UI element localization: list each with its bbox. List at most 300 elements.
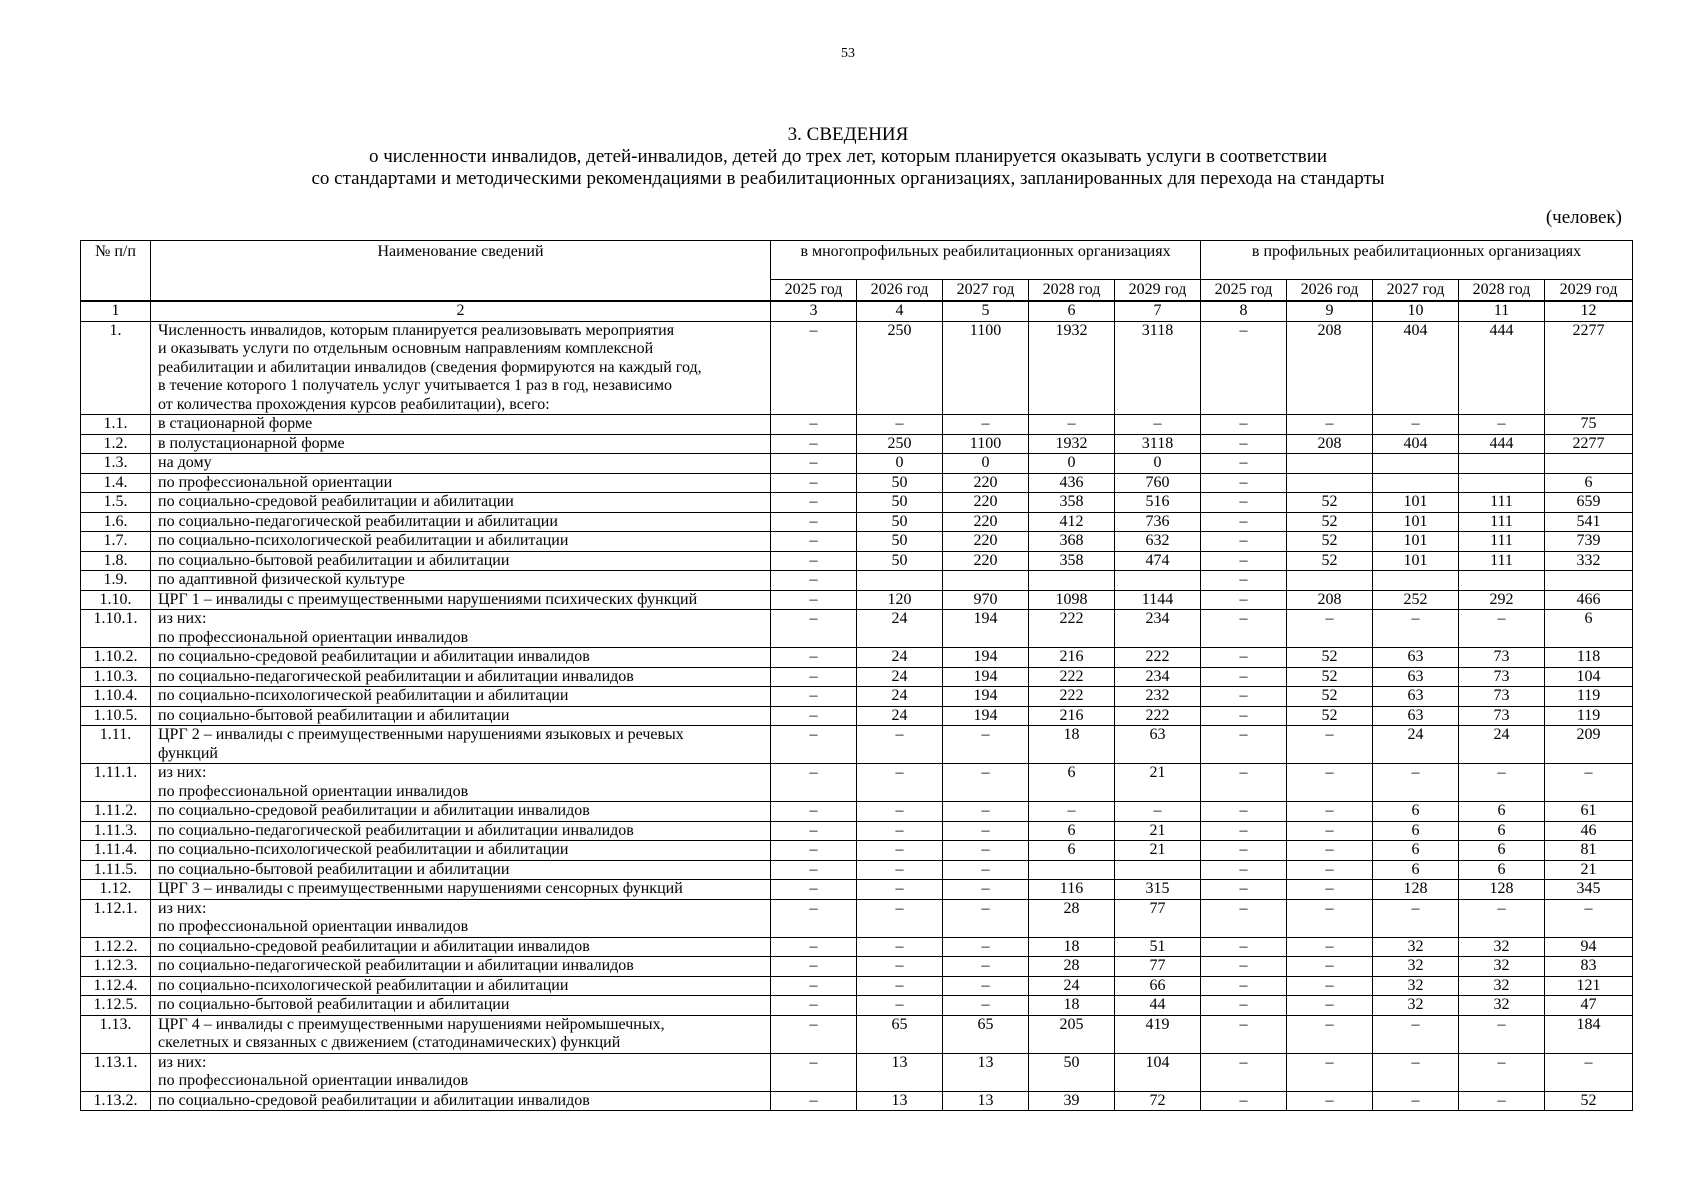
value-cell: – — [1287, 415, 1373, 435]
value-cell: 121 — [1545, 976, 1633, 996]
table-row — [81, 590, 1633, 610]
value-cell: 1932 — [1029, 321, 1115, 415]
row-number: 1.12.5. — [81, 996, 151, 1016]
value-cell: 632 — [1115, 532, 1201, 552]
value-cell: 444 — [1459, 321, 1545, 415]
row-name: по социально-психологической реабилитации и абилитации — [151, 687, 771, 707]
value-cell: 404 — [1373, 321, 1459, 415]
column-number: 3 — [771, 301, 857, 321]
value-cell: – — [857, 802, 943, 822]
value-cell: – — [771, 415, 857, 435]
table-row — [81, 1091, 1633, 1111]
value-cell: 32 — [1373, 976, 1459, 996]
value-cell: – — [771, 551, 857, 571]
row-number: 1.7. — [81, 532, 151, 552]
value-cell: – — [1287, 899, 1373, 937]
value-cell: – — [1201, 821, 1287, 841]
value-cell: 18 — [1029, 996, 1115, 1016]
row-name: по социально-педагогической реабилитации и абилитации инвалидов — [151, 821, 771, 841]
value-cell: 50 — [857, 512, 943, 532]
row-number: 1.10.2. — [81, 648, 151, 668]
value-cell: 6 — [1029, 764, 1115, 802]
value-cell: 32 — [1459, 976, 1545, 996]
row-name: ЦРГ 3 – инвалиды с преимущественными нарушениями сенсорных функций — [151, 880, 771, 900]
value-cell: 101 — [1373, 493, 1459, 513]
value-cell: 419 — [1115, 1015, 1201, 1053]
table-row — [81, 880, 1633, 900]
value-cell: 21 — [1115, 841, 1201, 861]
value-cell: – — [1201, 648, 1287, 668]
value-cell: 222 — [1115, 706, 1201, 726]
value-cell: 358 — [1029, 551, 1115, 571]
value-cell: – — [771, 648, 857, 668]
value-cell: 220 — [943, 493, 1029, 513]
value-cell: – — [857, 841, 943, 861]
value-cell: 21 — [1545, 860, 1633, 880]
row-name: по социально-бытовой реабилитации и абилитации — [151, 860, 771, 880]
table-row — [81, 1053, 1633, 1091]
value-cell: – — [1373, 1053, 1459, 1091]
column-number: 4 — [857, 301, 943, 321]
value-cell — [1373, 473, 1459, 493]
value-cell: 6 — [1373, 841, 1459, 861]
value-cell: 234 — [1115, 667, 1201, 687]
column-number: 12 — [1545, 301, 1633, 321]
value-cell: 104 — [1115, 1053, 1201, 1091]
column-number: 8 — [1201, 301, 1287, 321]
table-row — [81, 687, 1633, 707]
value-cell: 18 — [1029, 937, 1115, 957]
table-row — [81, 473, 1633, 493]
value-cell: 345 — [1545, 880, 1633, 900]
value-cell: 1098 — [1029, 590, 1115, 610]
value-cell: – — [1201, 976, 1287, 996]
value-cell: 24 — [1459, 726, 1545, 764]
table-row — [81, 532, 1633, 552]
header-name: Наименование сведений — [151, 241, 771, 302]
value-cell: 222 — [1029, 687, 1115, 707]
value-cell: 24 — [1373, 726, 1459, 764]
value-cell: – — [1459, 764, 1545, 802]
value-cell: 75 — [1545, 415, 1633, 435]
value-cell: 6 — [1545, 473, 1633, 493]
value-cell: 28 — [1029, 899, 1115, 937]
value-cell: 736 — [1115, 512, 1201, 532]
value-cell: 61 — [1545, 802, 1633, 822]
value-cell: 13 — [857, 1053, 943, 1091]
value-cell: 541 — [1545, 512, 1633, 532]
value-cell: 77 — [1115, 957, 1201, 977]
header-year: 2029 год — [1545, 280, 1633, 302]
value-cell: – — [1201, 802, 1287, 822]
value-cell: – — [1201, 937, 1287, 957]
value-cell: – — [771, 532, 857, 552]
value-cell: 760 — [1115, 473, 1201, 493]
value-cell: 21 — [1115, 764, 1201, 802]
value-cell: 119 — [1545, 706, 1633, 726]
value-cell: – — [1373, 764, 1459, 802]
table-row — [81, 899, 1633, 937]
value-cell: 104 — [1545, 667, 1633, 687]
value-cell — [1459, 454, 1545, 474]
value-cell: 116 — [1029, 880, 1115, 900]
value-cell: 52 — [1287, 648, 1373, 668]
value-cell: 101 — [1373, 512, 1459, 532]
value-cell: 32 — [1459, 937, 1545, 957]
value-cell: – — [771, 957, 857, 977]
value-cell: – — [1201, 764, 1287, 802]
value-cell: – — [857, 415, 943, 435]
value-cell: – — [1287, 610, 1373, 648]
row-number: 1.10. — [81, 590, 151, 610]
value-cell: 234 — [1115, 610, 1201, 648]
value-cell: 128 — [1373, 880, 1459, 900]
value-cell: – — [771, 706, 857, 726]
value-cell: – — [1201, 532, 1287, 552]
table-row — [81, 648, 1633, 668]
value-cell: – — [771, 473, 857, 493]
value-cell: – — [1201, 571, 1287, 591]
value-cell: 24 — [857, 648, 943, 668]
value-cell: 21 — [1115, 821, 1201, 841]
column-number: 9 — [1287, 301, 1373, 321]
value-cell: 63 — [1115, 726, 1201, 764]
value-cell: 119 — [1545, 687, 1633, 707]
value-cell: – — [1201, 415, 1287, 435]
value-cell: – — [771, 493, 857, 513]
value-cell: 6 — [1459, 802, 1545, 822]
value-cell: – — [1287, 841, 1373, 861]
value-cell: – — [857, 976, 943, 996]
table-row — [81, 957, 1633, 977]
value-cell: 0 — [857, 454, 943, 474]
value-cell: 184 — [1545, 1015, 1633, 1053]
value-cell — [943, 571, 1029, 591]
value-cell: 194 — [943, 706, 1029, 726]
value-cell — [1115, 860, 1201, 880]
value-cell: 111 — [1459, 493, 1545, 513]
value-cell: – — [1373, 899, 1459, 937]
value-cell: – — [1201, 706, 1287, 726]
value-cell: 6 — [1459, 821, 1545, 841]
row-name: по адаптивной физической культуре — [151, 571, 771, 591]
row-number: 1.13.1. — [81, 1053, 151, 1091]
value-cell: – — [1201, 899, 1287, 937]
value-cell: 50 — [857, 493, 943, 513]
row-number: 1.10.5. — [81, 706, 151, 726]
value-cell: – — [1201, 590, 1287, 610]
column-number: 11 — [1459, 301, 1545, 321]
value-cell: 368 — [1029, 532, 1115, 552]
value-cell: 6 — [1545, 610, 1633, 648]
value-cell: – — [1287, 1015, 1373, 1053]
value-cell: 3118 — [1115, 321, 1201, 415]
value-cell: 1100 — [943, 321, 1029, 415]
value-cell: – — [771, 937, 857, 957]
value-cell: 13 — [943, 1053, 1029, 1091]
header-year: 2027 год — [1373, 280, 1459, 302]
value-cell: 32 — [1459, 957, 1545, 977]
value-cell: 232 — [1115, 687, 1201, 707]
value-cell: – — [1287, 802, 1373, 822]
column-number: 7 — [1115, 301, 1201, 321]
column-number: 10 — [1373, 301, 1459, 321]
row-number: 1. — [81, 321, 151, 415]
value-cell: – — [771, 590, 857, 610]
value-cell: 220 — [943, 551, 1029, 571]
row-number: 1.12.4. — [81, 976, 151, 996]
value-cell: – — [857, 860, 943, 880]
value-cell: 13 — [857, 1091, 943, 1111]
row-number: 1.5. — [81, 493, 151, 513]
column-number: 1 — [81, 301, 151, 321]
header-year: 2026 год — [1287, 280, 1373, 302]
value-cell: 46 — [1545, 821, 1633, 841]
value-cell: – — [771, 821, 857, 841]
value-cell: – — [1545, 1053, 1633, 1091]
value-cell: – — [1459, 1091, 1545, 1111]
value-cell: 205 — [1029, 1015, 1115, 1053]
header-year: 2025 год — [1201, 280, 1287, 302]
header-year: 2028 год — [1029, 280, 1115, 302]
value-cell: – — [1201, 551, 1287, 571]
row-number: 1.11.3. — [81, 821, 151, 841]
value-cell: 216 — [1029, 648, 1115, 668]
row-number: 1.12.3. — [81, 957, 151, 977]
value-cell: – — [1201, 687, 1287, 707]
value-cell: – — [1115, 415, 1201, 435]
table-row — [81, 434, 1633, 454]
row-number: 1.11. — [81, 726, 151, 764]
value-cell: 13 — [943, 1091, 1029, 1111]
value-cell: 39 — [1029, 1091, 1115, 1111]
row-number: 1.10.3. — [81, 667, 151, 687]
table-row — [81, 706, 1633, 726]
value-cell: 252 — [1373, 590, 1459, 610]
row-name: в полустационарной форме — [151, 434, 771, 454]
column-number: 6 — [1029, 301, 1115, 321]
value-cell: – — [771, 976, 857, 996]
value-cell: 24 — [1029, 976, 1115, 996]
value-cell: 111 — [1459, 512, 1545, 532]
value-cell: 32 — [1373, 996, 1459, 1016]
value-cell: – — [1201, 473, 1287, 493]
value-cell: 18 — [1029, 726, 1115, 764]
value-cell: – — [1545, 899, 1633, 937]
header-num: № п/п — [81, 241, 151, 302]
row-name: по социально-средовой реабилитации и абилитации — [151, 493, 771, 513]
value-cell: – — [857, 996, 943, 1016]
value-cell: – — [771, 802, 857, 822]
value-cell: – — [1287, 860, 1373, 880]
value-cell: 436 — [1029, 473, 1115, 493]
row-name: по социально-бытовой реабилитации и абилитации — [151, 996, 771, 1016]
value-cell: 24 — [857, 687, 943, 707]
value-cell: – — [1373, 1091, 1459, 1111]
header-year: 2025 год — [771, 280, 857, 302]
value-cell: – — [1373, 1015, 1459, 1053]
value-cell: 970 — [943, 590, 1029, 610]
value-cell: – — [1201, 996, 1287, 1016]
value-cell: 52 — [1287, 512, 1373, 532]
value-cell: – — [1201, 957, 1287, 977]
value-cell: 516 — [1115, 493, 1201, 513]
value-cell: 72 — [1115, 1091, 1201, 1111]
value-cell: 208 — [1287, 434, 1373, 454]
value-cell: 222 — [1029, 667, 1115, 687]
value-cell — [1373, 571, 1459, 591]
row-name: по социально-психологической реабилитации и абилитации — [151, 976, 771, 996]
table-row — [81, 571, 1633, 591]
value-cell: 52 — [1287, 493, 1373, 513]
value-cell: – — [943, 802, 1029, 822]
value-cell: – — [771, 321, 857, 415]
value-cell: 220 — [943, 473, 1029, 493]
value-cell: – — [943, 937, 1029, 957]
value-cell: 52 — [1545, 1091, 1633, 1111]
row-number: 1.12.1. — [81, 899, 151, 937]
row-number: 1.10.1. — [81, 610, 151, 648]
row-name: из них: по профессиональной ориентации инвалидов — [151, 899, 771, 937]
value-cell: – — [1201, 1053, 1287, 1091]
row-number: 1.8. — [81, 551, 151, 571]
value-cell: – — [771, 687, 857, 707]
value-cell: – — [1201, 1091, 1287, 1111]
value-cell: 194 — [943, 687, 1029, 707]
value-cell: – — [1115, 802, 1201, 822]
row-name: по социально-психологической реабилитации и абилитации — [151, 841, 771, 861]
value-cell: – — [1201, 434, 1287, 454]
value-cell: 50 — [1029, 1053, 1115, 1091]
value-cell: 220 — [943, 532, 1029, 552]
value-cell: – — [1373, 610, 1459, 648]
value-cell: 6 — [1373, 860, 1459, 880]
value-cell: – — [943, 821, 1029, 841]
row-name: по социально-психологической реабилитации и абилитации — [151, 532, 771, 552]
header-year: 2026 год — [857, 280, 943, 302]
row-name: Численность инвалидов, которым планируется реализовывать мероприятия и оказывать услуги по отдельным основным направлениям комплексной реабилитации и абилитации инвалидов (сведения формируются на каждый год, в течение которого 1 получатель услуг учитывается 1 раз в год, независимо от количества прохождения курсов реабилитации), всего: — [151, 321, 771, 415]
value-cell: 52 — [1287, 532, 1373, 552]
value-cell: 51 — [1115, 937, 1201, 957]
value-cell: – — [1287, 1091, 1373, 1111]
value-cell: 101 — [1373, 551, 1459, 571]
value-cell: 315 — [1115, 880, 1201, 900]
value-cell: 466 — [1545, 590, 1633, 610]
value-cell: 28 — [1029, 957, 1115, 977]
row-number: 1.3. — [81, 454, 151, 474]
value-cell: – — [771, 841, 857, 861]
value-cell: 444 — [1459, 434, 1545, 454]
row-name: по социально-бытовой реабилитации и абилитации — [151, 706, 771, 726]
value-cell: – — [943, 957, 1029, 977]
table-row — [81, 821, 1633, 841]
value-cell — [1115, 571, 1201, 591]
row-number: 1.11.4. — [81, 841, 151, 861]
value-cell — [1459, 473, 1545, 493]
value-cell — [1545, 571, 1633, 591]
value-cell: 52 — [1287, 706, 1373, 726]
value-cell: 332 — [1545, 551, 1633, 571]
value-cell: 2277 — [1545, 434, 1633, 454]
value-cell: – — [771, 860, 857, 880]
value-cell: – — [857, 899, 943, 937]
value-cell: 24 — [857, 667, 943, 687]
table-row — [81, 726, 1633, 764]
value-cell: – — [857, 726, 943, 764]
value-cell: – — [771, 667, 857, 687]
value-cell — [1545, 454, 1633, 474]
value-cell: – — [1287, 764, 1373, 802]
table-row — [81, 860, 1633, 880]
value-cell: – — [943, 764, 1029, 802]
document-subtitle-line-2: со стандартами и методическими рекомендациями в реабилитационных организациях, запланированных для перехода на стандарты — [311, 168, 1385, 189]
value-cell: – — [943, 996, 1029, 1016]
value-cell: 32 — [1373, 937, 1459, 957]
value-cell: 6 — [1373, 802, 1459, 822]
value-cell: – — [943, 976, 1029, 996]
value-cell: – — [771, 996, 857, 1016]
value-cell: – — [1459, 610, 1545, 648]
table-row — [81, 802, 1633, 822]
value-cell: – — [771, 512, 857, 532]
value-cell: – — [1287, 880, 1373, 900]
value-cell: 3118 — [1115, 434, 1201, 454]
value-cell: 412 — [1029, 512, 1115, 532]
table-row — [81, 512, 1633, 532]
value-cell — [857, 571, 943, 591]
row-name: на дому — [151, 454, 771, 474]
value-cell: 50 — [857, 473, 943, 493]
value-cell: – — [1201, 610, 1287, 648]
value-cell: 194 — [943, 610, 1029, 648]
table-body — [81, 241, 1633, 1111]
row-number: 1.9. — [81, 571, 151, 591]
value-cell: – — [1459, 899, 1545, 937]
value-cell: 208 — [1287, 321, 1373, 415]
value-cell: 63 — [1373, 687, 1459, 707]
value-cell: 2277 — [1545, 321, 1633, 415]
value-cell: 1100 — [943, 434, 1029, 454]
value-cell: – — [771, 610, 857, 648]
unit-label: (человек) — [1545, 207, 1622, 228]
value-cell: 63 — [1373, 648, 1459, 668]
header-year: 2028 год — [1459, 280, 1545, 302]
table-row — [81, 454, 1633, 474]
row-number: 1.11.5. — [81, 860, 151, 880]
row-name: ЦРГ 1 – инвалиды с преимущественными нарушениями психических функций — [151, 590, 771, 610]
row-name: ЦРГ 2 – инвалиды с преимущественными нарушениями языковых и речевых функций — [151, 726, 771, 764]
value-cell: – — [771, 571, 857, 591]
value-cell: – — [771, 880, 857, 900]
row-name: из них: по профессиональной ориентации инвалидов — [151, 764, 771, 802]
value-cell: 222 — [1029, 610, 1115, 648]
value-cell: 194 — [943, 667, 1029, 687]
table-row — [81, 841, 1633, 861]
value-cell: – — [943, 841, 1029, 861]
value-cell: 1144 — [1115, 590, 1201, 610]
value-cell: 6 — [1459, 860, 1545, 880]
row-name: по социально-средовой реабилитации и абилитации инвалидов — [151, 648, 771, 668]
value-cell: 222 — [1115, 648, 1201, 668]
value-cell: – — [1373, 415, 1459, 435]
table-row — [81, 610, 1633, 648]
value-cell: 73 — [1459, 687, 1545, 707]
row-number: 1.12. — [81, 880, 151, 900]
row-number: 1.10.4. — [81, 687, 151, 707]
value-cell: – — [1287, 976, 1373, 996]
value-cell: 209 — [1545, 726, 1633, 764]
column-number: 5 — [943, 301, 1029, 321]
